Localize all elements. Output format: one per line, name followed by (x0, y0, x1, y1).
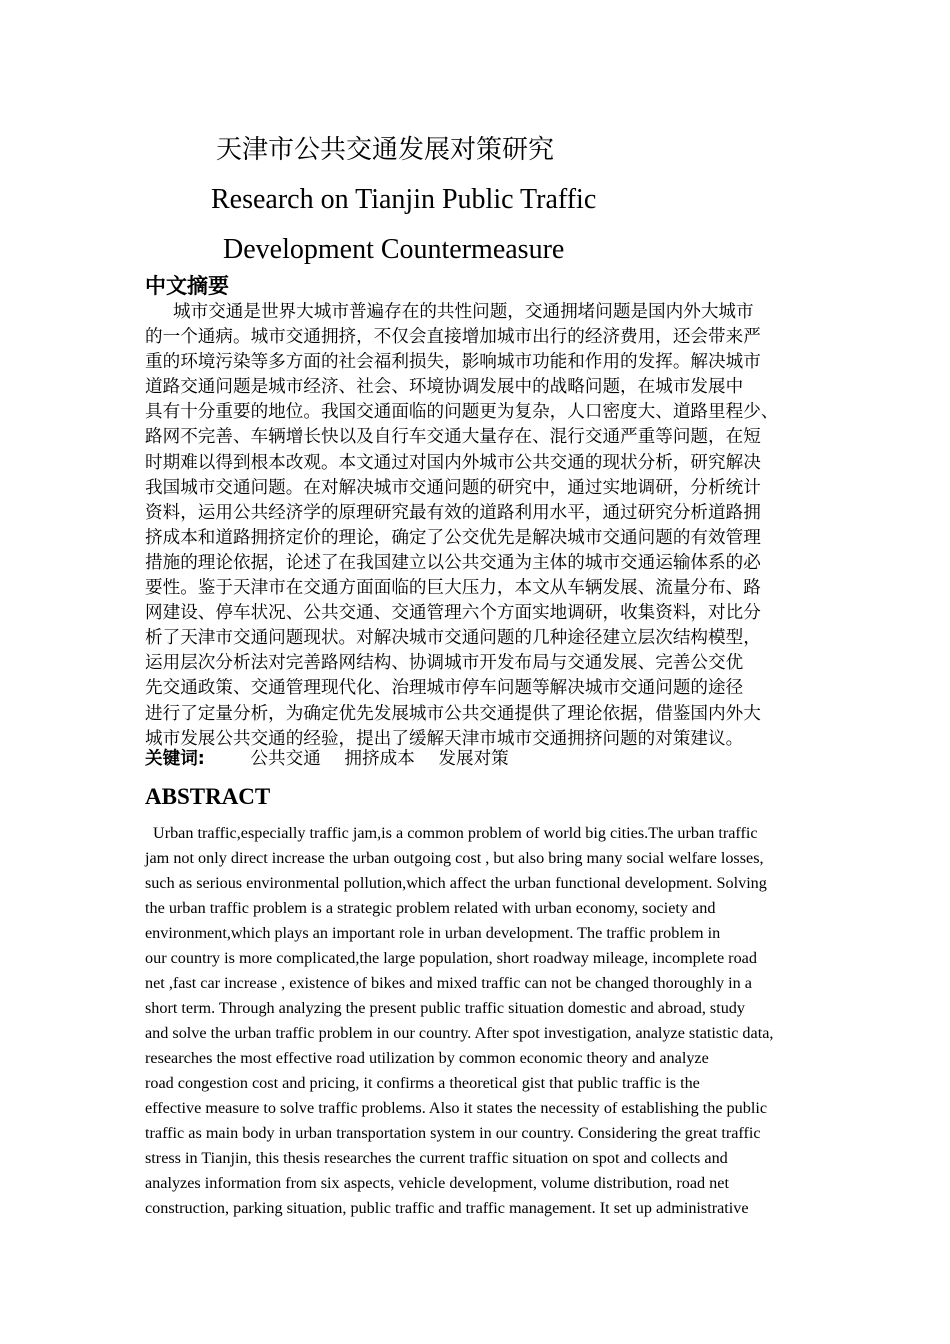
title-english-line-1: Research on Tianjin Public Traffic (211, 184, 597, 215)
abstract-line: 要性。鉴于天津市在交通方面面临的巨大压力，本文从车辆发展、流量分布、路 (145, 578, 761, 599)
english-abstract-heading: ABSTRACT (145, 784, 271, 809)
abstract-line: 网建设、停车状况、公共交通、交通管理六个方面实地调研，收集资料，对比分 (145, 603, 761, 624)
abstract-line: 重的环境污染等多方面的社会福利损失，影响城市功能和作用的发挥。解决城市 (145, 352, 761, 373)
chinese-abstract-heading: 中文摘要 (145, 274, 229, 298)
abstract-line: and solve the urban traffic problem in our country. After spot investigation, analyze statistic data, (145, 1024, 774, 1042)
keyword: 发展对策 (438, 749, 509, 769)
abstract-line: 措施的理论依据，论述了在我国建立以公共交通为主体的城市交通运输体系的必 (145, 552, 761, 573)
abstract-line: 道路交通问题是城市经济、社会、环境协调发展中的战略问题，在城市发展中 (145, 377, 744, 398)
abstract-line: road congestion cost and pricing, it confirms a theoretical gist that public traffic is the (145, 1074, 700, 1092)
abstract-line: 挤成本和道路拥挤定价的理论，确定了公交优先是解决城市交通问题的有效管理 (145, 527, 761, 548)
abstract-line: traffic as main body in urban transportation system in our country. Considering the great traffic (145, 1124, 761, 1142)
abstract-line: jam not only direct increase the urban outgoing cost , but also bring many social welfare losses, (145, 849, 764, 867)
chinese-abstract-body (145, 300, 825, 752)
abstract-line: effective measure to solve traffic problems. Also it states the necessity of establishing the public (145, 1099, 768, 1117)
abstract-line: 先交通政策、交通管理现代化、治理城市停车问题等解决城市交通问题的途径 (145, 678, 744, 699)
abstract-line: Urban traffic,especially traffic jam,is a common problem of world big cities.The urban traffic (153, 824, 758, 842)
abstract-line: short term. Through analyzing the present public traffic situation domestic and abroad, study (145, 999, 745, 1017)
abstract-line: 具有十分重要的地位。我国交通面临的问题更为复杂，人口密度大、道路里程少、 (145, 402, 779, 423)
abstract-line: 进行了定量分析，为确定优先发展城市公共交通提供了理论依据，借鉴国内外大 (145, 703, 761, 724)
keywords-label: 关键词: (145, 749, 205, 769)
abstract-line: analyzes information from six aspects, vehicle development, volume distribution, road net (145, 1174, 729, 1192)
abstract-line: 资料，运用公共经济学的原理研究最有效的道路利用水平，通过研究分析道路拥 (145, 502, 761, 523)
abstract-line: 运用层次分析法对完善路网结构、协调城市开发布局与交通发展、完善公交优 (145, 653, 744, 674)
english-abstract-body (145, 821, 810, 1221)
keywords (145, 747, 527, 772)
keyword: 拥挤成本 (344, 749, 415, 769)
abstract-line: stress in Tianjin, this thesis researches the current traffic situation on spot and collects and (145, 1149, 728, 1167)
abstract-line: 城市发展公共交通的经验，提出了缓解天津市城市交通拥挤问题的对策建议。 (145, 728, 744, 749)
keyword: 公共交通 (250, 749, 321, 769)
abstract-line: the urban traffic problem is a strategic problem related with urban economy, society and (145, 899, 716, 917)
abstract-line: 路网不完善、车辆增长快以及自行车交通大量存在、混行交通严重等问题，在短 (145, 427, 761, 448)
abstract-line: net ,fast car increase , existence of bikes and mixed traffic can not be changed thoroughly in a (145, 974, 752, 992)
abstract-line: our country is more complicated,the large population, short roadway mileage, incomplete road (145, 949, 757, 967)
abstract-line: 我国城市交通问题。在对解决城市交通问题的研究中，通过实地调研，分析统计 (145, 477, 761, 498)
abstract-line: 析了天津市交通问题现状。对解决城市交通问题的几种途径建立层次结构模型， (145, 628, 761, 649)
abstract-line: 的一个通病。城市交通拥挤，不仅会直接增加城市出行的经济费用，还会带来严 (145, 327, 761, 348)
abstract-line: environment,which plays an important role in urban development. The traffic problem in (145, 924, 721, 942)
abstract-line: construction, parking situation, public traffic and traffic management. It set up administrative (145, 1199, 749, 1217)
abstract-line: 时期难以得到根本改观。本文通过对国内外城市公共交通的现状分析，研究解决 (145, 452, 761, 473)
abstract-line: such as serious environmental pollution,which affect the urban functional development. Solving (145, 874, 767, 892)
abstract-line: researches the most effective road utilization by common economic theory and analyze (145, 1049, 709, 1067)
title-english-line-2: Development Countermeasure (223, 234, 565, 265)
abstract-line: 城市交通是世界大城市普遍存在的共性问题，交通拥堵问题是国内外大城市 (173, 302, 754, 322)
title-chinese: 天津市公共交通发展对策研究 (216, 135, 555, 165)
